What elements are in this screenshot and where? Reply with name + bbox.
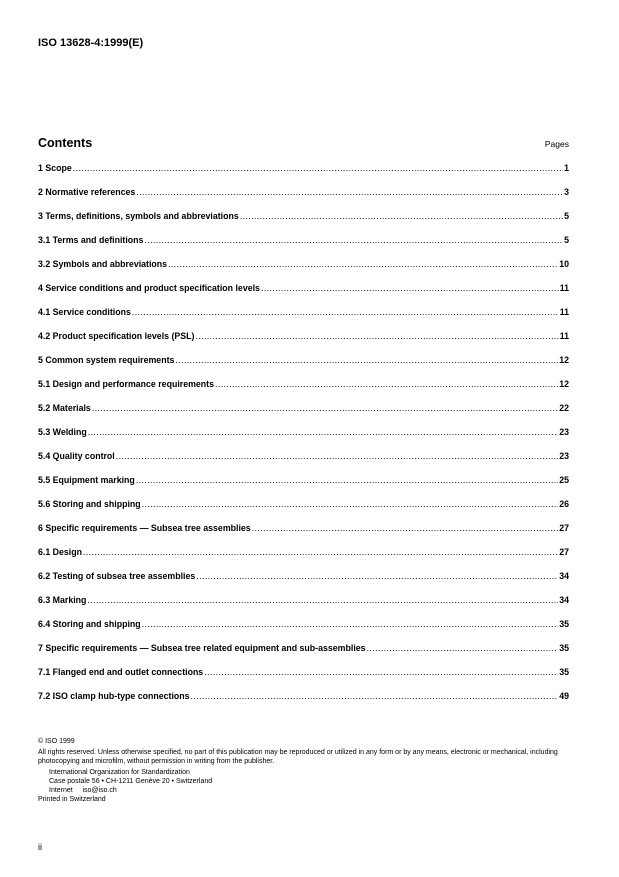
toc-entry-title: 2 Normative references: [38, 187, 136, 197]
dot-leader: [196, 571, 558, 581]
copyright-notice: © ISO 1999: [38, 738, 75, 745]
toc-entry-title: 4.2 Product specification levels (PSL): [38, 331, 195, 341]
toc-entry-page: 12: [559, 379, 569, 389]
dot-leader: [87, 595, 558, 605]
dot-leader: [144, 235, 563, 245]
dot-leader: [83, 547, 558, 557]
toc-entry[interactable]: [38, 691, 569, 715]
toc-entry-title: 1 Scope: [38, 163, 72, 173]
toc-entry[interactable]: [38, 643, 569, 667]
dot-leader: [204, 667, 558, 677]
toc-entry-page: 11: [559, 307, 569, 317]
dot-leader: [240, 211, 563, 221]
toc-entry-page: 5: [564, 211, 569, 221]
toc-entry-page: 34: [559, 595, 569, 605]
toc-entry-page: 10: [559, 259, 569, 269]
toc-entry-title: 6 Specific requirements — Subsea tree assemblies: [38, 523, 251, 533]
toc-entry-page: 22: [559, 403, 569, 413]
toc-entry-page: 11: [559, 331, 569, 341]
dot-leader: [191, 691, 559, 701]
toc-entry[interactable]: [38, 307, 569, 331]
toc-entry[interactable]: [38, 259, 569, 283]
toc-entry[interactable]: [38, 523, 569, 547]
document-id: ISO 13628-4:1999(E): [38, 37, 144, 49]
dot-leader: [195, 331, 558, 341]
toc-entry-title: 5.6 Storing and shipping: [38, 499, 141, 509]
toc-entry-title: 6.4 Storing and shipping: [38, 619, 141, 629]
page-number: ii: [38, 842, 42, 852]
toc-entry-page: 35: [559, 619, 569, 629]
toc-entry[interactable]: [38, 571, 569, 595]
toc-entry-title: 4 Service conditions and product specification levels: [38, 283, 260, 293]
dot-leader: [132, 307, 559, 317]
toc-entry-page: 1: [564, 163, 569, 173]
toc-entry[interactable]: [38, 667, 569, 691]
dot-leader: [136, 187, 563, 197]
toc-entry[interactable]: [38, 475, 569, 499]
dot-leader: [116, 451, 558, 461]
dot-leader: [367, 643, 559, 653]
dot-leader: [252, 523, 559, 533]
toc-entry-page: 49: [559, 691, 569, 701]
toc-entry-title: 3.1 Terms and definitions: [38, 235, 144, 245]
toc-entry-page: 26: [559, 499, 569, 509]
organization-name: International Organization for Standardization: [49, 769, 190, 776]
copyright-block: [38, 737, 578, 804]
dot-leader: [142, 619, 559, 629]
toc-entry[interactable]: [38, 331, 569, 355]
toc-entry[interactable]: [38, 619, 569, 643]
toc-entry-title: 5.4 Quality control: [38, 451, 115, 461]
toc-entry[interactable]: [38, 163, 569, 187]
dot-leader: [168, 259, 558, 269]
dot-leader: [175, 355, 558, 365]
dot-leader: [261, 283, 559, 293]
toc-entry[interactable]: [38, 355, 569, 379]
toc-entry-page: 5: [564, 235, 569, 245]
dot-leader: [88, 427, 558, 437]
toc-entry[interactable]: [38, 211, 569, 235]
dot-leader: [215, 379, 558, 389]
toc-entry-title: 7 Specific requirements — Subsea tree related equipment and sub-assemblies: [38, 643, 366, 653]
dot-leader: [92, 403, 558, 413]
toc-entry[interactable]: [38, 451, 569, 475]
printed-location: Printed in Switzerland: [38, 796, 106, 803]
toc-entry[interactable]: [38, 499, 569, 523]
toc-entry[interactable]: [38, 427, 569, 451]
toc-entry-page: 25: [559, 475, 569, 485]
toc-entry-title: 6.3 Marking: [38, 595, 87, 605]
internet-contact: Internet iso@iso.ch: [49, 787, 117, 794]
toc-entry-title: 3 Terms, definitions, symbols and abbreviations: [38, 211, 239, 221]
toc-entry[interactable]: [38, 187, 569, 211]
toc-entry-title: 5.2 Materials: [38, 403, 91, 413]
toc-entry-page: 23: [559, 427, 569, 437]
toc-entry-page: 12: [559, 355, 569, 365]
toc-entry-title: 5 Common system requirements: [38, 355, 175, 365]
toc-entry-page: 23: [559, 451, 569, 461]
toc-entry-page: 27: [559, 523, 569, 533]
toc-entry[interactable]: [38, 235, 569, 259]
dot-leader: [142, 499, 559, 509]
toc-entry-page: 34: [559, 571, 569, 581]
toc-entry-title: 5.5 Equipment marking: [38, 475, 135, 485]
table-of-contents: [38, 163, 569, 715]
toc-entry[interactable]: [38, 379, 569, 403]
toc-entry-title: 4.1 Service conditions: [38, 307, 131, 317]
toc-entry-page: 35: [559, 643, 569, 653]
contents-title: Contents: [38, 136, 93, 150]
toc-entry-page: 3: [564, 187, 569, 197]
toc-entry[interactable]: [38, 403, 569, 427]
toc-entry-title: 7.1 Flanged end and outlet connections: [38, 667, 204, 677]
toc-entry-page: 35: [559, 667, 569, 677]
toc-entry[interactable]: [38, 547, 569, 571]
toc-entry-title: 6.1 Design: [38, 547, 83, 557]
rights-statement: All rights reserved. Unless otherwise specified, no part of this publication may be reproduced or utilized in any form or by any means, electronic or mechanical, including photocopying and microfilm, without permission in writing from the publisher.: [38, 749, 558, 765]
toc-entry-page: 11: [559, 283, 569, 293]
toc-entry-title: 7.2 ISO clamp hub-type connections: [38, 691, 190, 701]
dot-leader: [73, 163, 563, 173]
toc-entry[interactable]: [38, 595, 569, 619]
toc-entry-title: 5.3 Welding: [38, 427, 87, 437]
postal-address: Case postale 56 • CH-1211 Genève 20 • Switzerland: [49, 778, 213, 785]
toc-entry-title: 6.2 Testing of subsea tree assemblies: [38, 571, 196, 581]
toc-entry-title: 5.1 Design and performance requirements: [38, 379, 214, 389]
pages-column-label: Pages: [544, 139, 569, 149]
dot-leader: [136, 475, 558, 485]
toc-entry-title: 3.2 Symbols and abbreviations: [38, 259, 168, 269]
toc-entry-page: 27: [559, 547, 569, 557]
toc-entry[interactable]: [38, 283, 569, 307]
